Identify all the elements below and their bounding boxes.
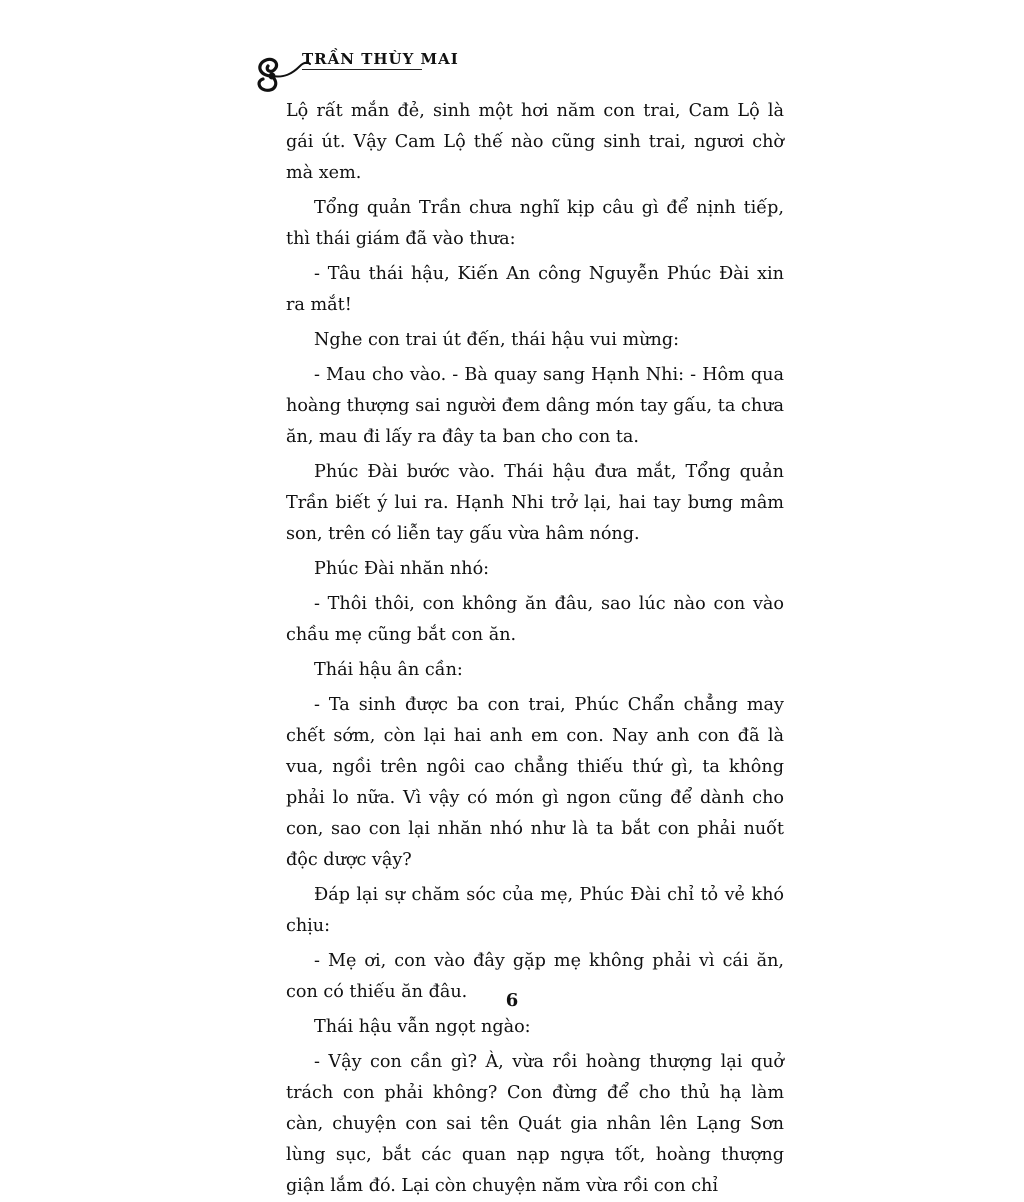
paragraph: - Vậy con cần gì? À, vừa rồi hoàng thượng lại quở trách con phải không? Con đừng để cho thủ hạ làm càn, chuyện con sai tên Quát gia nhân lên Lạng Sơn lùng sục, bắt các quan nạp ngựa tốt, hoàng thượng giận lắm đó. Lại còn chuyện năm vừa rồi con chỉ xyxy=(286,1052,784,1196)
author-name: TRẦN THÙY MAI xyxy=(302,50,459,68)
paragraph: Tổng quản Trần chưa nghĩ kịp câu gì để nịnh tiếp, thì thái giám đã vào thưa: xyxy=(286,198,784,249)
paragraph: Đáp lại sự chăm sóc của mẹ, Phúc Đài chỉ tỏ vẻ khó chịu: xyxy=(286,885,784,936)
header-divider xyxy=(302,69,422,70)
paragraph: - Mau cho vào. - Bà quay sang Hạnh Nhi: - Hôm qua hoàng thượng sai người đem dâng món tay gấu, ta chưa ăn, mau đi lấy ra đây ta ban cho con ta. xyxy=(286,365,784,447)
running-header xyxy=(250,42,459,102)
body-text xyxy=(286,96,784,1202)
paragraph: - Mẹ ơi, con vào đây gặp mẹ không phải vì cái ăn, con có thiếu ăn đâu. xyxy=(286,951,784,1002)
page-number: 6 xyxy=(505,990,519,1011)
paragraph: Phúc Đài bước vào. Thái hậu đưa mắt, Tổng quản Trần biết ý lui ra. Hạnh Nhi trở lại, hai tay bưng mâm son, trên có liễn tay gấu vừa hâm nóng. xyxy=(286,462,784,544)
paragraph: Thái hậu vẫn ngọt ngào: xyxy=(314,1017,531,1037)
paragraph: - Thôi thôi, con không ăn đâu, sao lúc nào con vào chầu mẹ cũng bắt con ăn. xyxy=(286,594,784,645)
paragraph: - Ta sinh được ba con trai, Phúc Chẩn chẳng may chết sớm, còn lại hai anh em con. Nay anh con đã là vua, ngồi trên ngôi cao chẳng thiếu thứ gì, ta không phải lo nữa. Vì vậy có món gì ngon cũng để dành cho con, sao con lại nhăn nhó như là ta bắt con phải nuốt độc dược vậy? xyxy=(286,695,784,870)
paragraph: - Tâu thái hậu, Kiến An công Nguyễn Phúc Đài xin ra mắt! xyxy=(286,264,784,315)
swirl-ornament-icon xyxy=(250,50,310,98)
paragraph: Phúc Đài nhăn nhó: xyxy=(314,559,490,579)
paragraph: Nghe con trai út đến, thái hậu vui mừng: xyxy=(314,330,680,350)
paragraph: Lộ rất mắn đẻ, sinh một hơi năm con trai, Cam Lộ là gái út. Vậy Cam Lộ thế nào cũng sinh trai, ngươi chờ mà xem. xyxy=(286,101,784,183)
paragraph: Thái hậu ân cần: xyxy=(314,660,463,680)
